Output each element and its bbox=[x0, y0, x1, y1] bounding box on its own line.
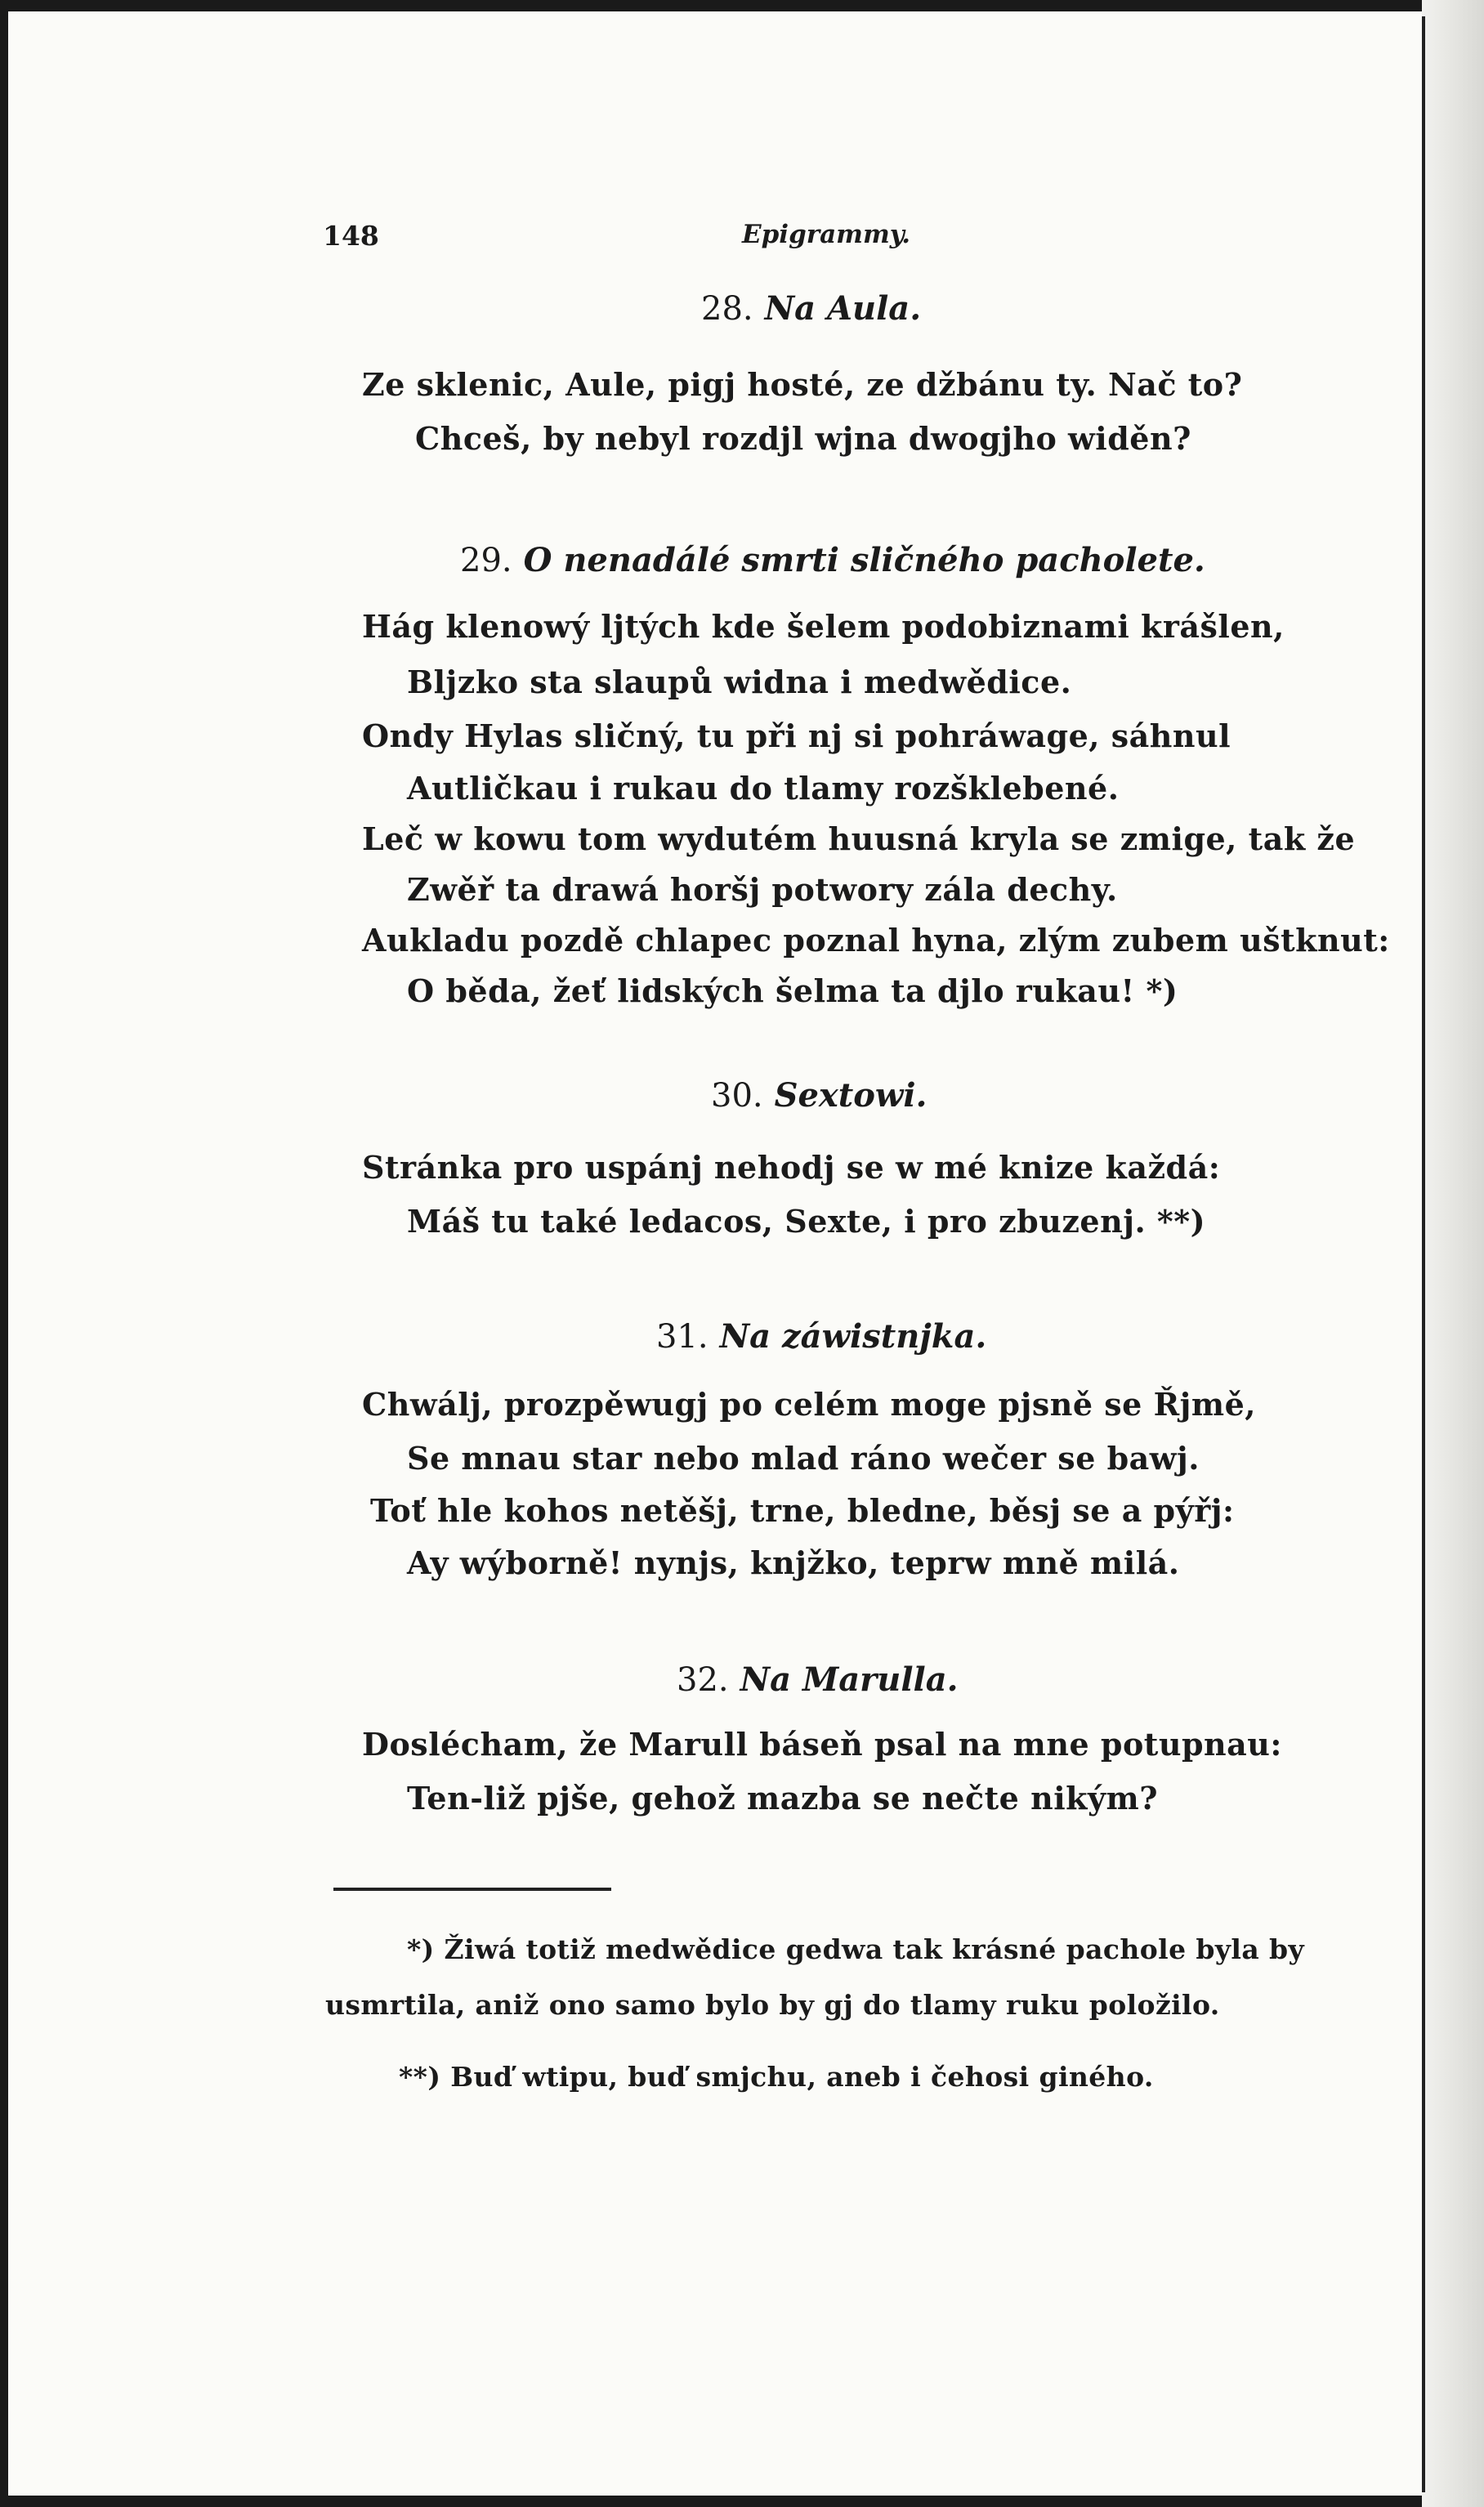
running-head bbox=[8, 220, 1422, 261]
verse-line: Leč w kowu tom wydutém huusná kryla se zmige, tak že bbox=[362, 820, 1356, 857]
verse-line: Chceš, by nebyl rozdjl wjna dwogjho widěn? bbox=[415, 420, 1191, 457]
verse-line: Se mnau star nebo mlad ráno wečer se bawj. bbox=[407, 1440, 1200, 1477]
verse-line: Ay wýborně! nynjs, knjžko, teprw mně milá. bbox=[407, 1544, 1180, 1581]
poem-number: 30. bbox=[711, 1077, 763, 1115]
verse-line: Aukladu pozdě chlapec poznal hyna, zlým zubem uštknut: bbox=[362, 922, 1390, 959]
verse-line: Doslécham, že Marull báseň psal na mne potupnau: bbox=[362, 1726, 1282, 1763]
verse-line: Ten-liž pjše, gehož mazba se nečte nikým? bbox=[407, 1780, 1159, 1817]
verse-line: Bljzko sta slaupů widna i medwědice. bbox=[407, 664, 1072, 700]
page-edge-line bbox=[1422, 16, 1425, 2492]
poem-title: Sextowi. bbox=[774, 1076, 928, 1115]
page-number: 148 bbox=[323, 220, 379, 252]
poem-number: 32. bbox=[677, 1661, 729, 1699]
poem-number: 31. bbox=[656, 1318, 708, 1356]
adjacent-page-edge bbox=[1422, 0, 1484, 2507]
verse-line: Toť hle kohos netěšj, trne, bledne, běsj se a pýřj: bbox=[370, 1492, 1235, 1529]
poem-heading-30 bbox=[711, 1076, 927, 1115]
footnote-line: *) Žiwá totiž medwědice gedwa tak krásné pachole byla by bbox=[407, 1933, 1305, 1965]
running-title: Epigrammy. bbox=[742, 220, 911, 249]
poem-title: Na Aula. bbox=[764, 289, 922, 328]
verse-line: Stránka pro uspánj nehodj se w mé knize každá: bbox=[362, 1149, 1221, 1186]
poem-title: O nenadálé smrti sličného pacholete. bbox=[523, 541, 1205, 579]
poem-title: Na záwistnjka. bbox=[719, 1317, 987, 1356]
poem-heading-32 bbox=[677, 1660, 959, 1699]
verse-line: Zwěř ta drawá horšj potwory zála dechy. bbox=[407, 871, 1118, 908]
verse-line: Máš tu také ledacos, Sexte, i pro zbuzenj. **) bbox=[407, 1203, 1206, 1240]
footnote-rule bbox=[333, 1888, 611, 1891]
verse-line: Autličkau i rukau do tlamy rozšklebené. bbox=[407, 770, 1120, 807]
verse-line: Hág klenowý ljtých kde šelem podobiznami krášlen, bbox=[362, 608, 1285, 645]
poem-heading-29 bbox=[460, 541, 1205, 579]
verse-line: Chwálj, prozpěwugj po celém moge pjsně se Řjmě, bbox=[362, 1386, 1257, 1423]
verse-line: Ondy Hylas sličný, tu při nj si pohráwage, sáhnul bbox=[362, 717, 1231, 754]
poem-heading-31 bbox=[656, 1317, 986, 1356]
verse-line: Ze sklenic, Aule, pigj hosté, ze džbánu ty. Nač to? bbox=[362, 366, 1243, 403]
verse-line: O běda, žeť lidských šelma ta djlo rukau! *) bbox=[407, 972, 1178, 1009]
poem-number: 29. bbox=[460, 542, 512, 579]
poem-number: 28. bbox=[701, 290, 753, 328]
footnote-line: **) Buď wtipu, buď smjchu, aneb i čehosi giného. bbox=[399, 2061, 1154, 2093]
footnote-line: usmrtila, aniž ono samo bylo by gj do tlamy ruku položilo. bbox=[325, 1989, 1220, 2021]
book-page bbox=[8, 11, 1422, 2496]
poem-heading-28 bbox=[701, 289, 921, 328]
poem-title: Na Marulla. bbox=[740, 1660, 959, 1699]
